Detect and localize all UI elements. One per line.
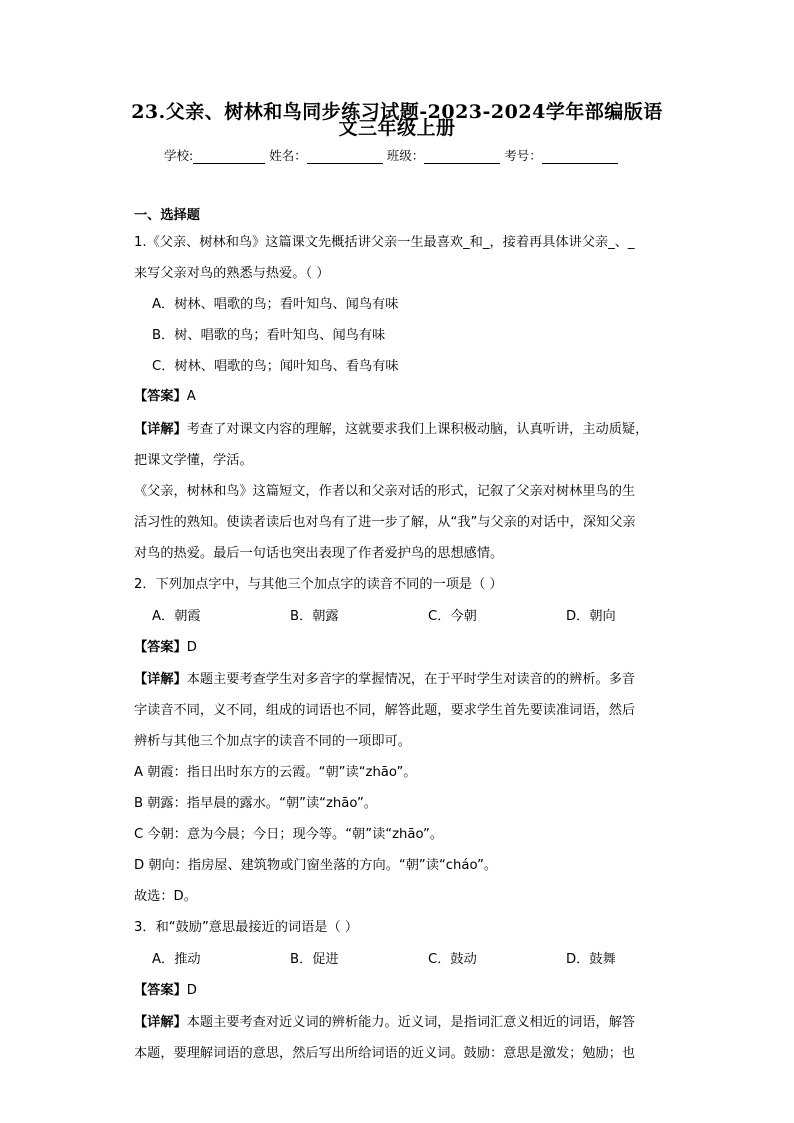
q2-detail-line-1 [134, 671, 635, 689]
detail-text: 本题主要考查对近义词的辨析能力。近义词，是指词汇意义相近的词语，解答 [186, 1015, 636, 1030]
q1-answer [134, 388, 196, 406]
q2-options [152, 608, 704, 626]
q3-option-a: A．推动 [152, 952, 201, 967]
class-blank[interactable] [424, 150, 500, 164]
q3-option-c: C．鼓动 [428, 952, 477, 967]
q2-explanation-d: D 朝向：指房屋、建筑物或门窗坐落的方向。“朝”读“cháo”。 [134, 858, 498, 873]
class-label: 班级： [386, 148, 425, 163]
q1-option-b: B．树、唱歌的鸟；看叶知鸟、闻鸟有味 [152, 328, 386, 343]
q3-option-d: D．鼓舞 [566, 952, 616, 967]
section-heading: 一、选择题 [134, 208, 200, 223]
number-blank[interactable] [542, 150, 618, 164]
answer-label: 【答案】 [134, 389, 187, 404]
answer-value: D [186, 640, 197, 655]
q1-detail-line-4: 活习性的熟知。使读者读后也对鸟有了进一步了解，从“我”与父亲的对话中，深知父亲 [134, 515, 636, 530]
answer-value: D [186, 983, 197, 998]
q2-detail-line-3: 辨析与其他三个加点字的读音不同的一项即可。 [134, 734, 411, 749]
q1-option-a: A．树林、唱歌的鸟；看叶知鸟、闻鸟有味 [152, 297, 399, 312]
q2-option-d: D．朝向 [566, 609, 616, 624]
q3-options [152, 951, 704, 969]
detail-text: 本题主要考查学生对多音字的掌握情况，在于平时学生对读音的的辨析。多音 [186, 672, 636, 687]
name-label: 姓名： [269, 148, 307, 163]
q2-detail-line-2: 字读音不同，义不同，组成的词语也不同，解答此题，要求学生首先要读准词语，然后 [134, 703, 636, 718]
q1-detail-line-1 [134, 421, 648, 439]
q2-option-a: A．朝霞 [152, 609, 201, 624]
q1-stem-line-2: 来写父亲对鸟的熟悉与热爱。（ ） [134, 266, 330, 281]
detail-text: 考查了对课文内容的理解，这就要求我们上课积极动脑，认真听讲，主动质疑， [186, 422, 649, 437]
answer-label: 【答案】 [134, 640, 187, 655]
q1-detail-line-2: 把课文学懂，学活。 [134, 453, 253, 468]
q2-answer [134, 639, 197, 657]
q2-stem: 2．下列加点字中，与其他三个加点字的读音不同的一项是（ ） [134, 577, 503, 592]
student-info-row [164, 146, 618, 164]
school-label: 学校: [164, 148, 194, 163]
number-label: 考号： [504, 148, 542, 163]
title-line-2: 文三年级上册 [338, 117, 456, 139]
q3-stem: 3．和“鼓励”意思最接近的词语是（ ） [134, 920, 359, 935]
q3-detail-line-1 [134, 1014, 635, 1032]
q1-option-c: C．树林、唱歌的鸟；闻叶知鸟、看鸟有味 [152, 359, 399, 374]
q2-option-b: B．朝露 [290, 609, 339, 624]
q1-detail-line-3: 《父亲，树林和鸟》这篇短文，作者以和父亲对话的形式，记叙了父亲对树林里鸟的生 [134, 484, 636, 499]
q2-explanation-b: B 朝露：指早晨的露水。“朝”读“zhāo”。 [134, 796, 377, 811]
q2-explanation-c: C 今朝：意为今晨；今日；现今等。“朝”读“zhāo”。 [134, 827, 444, 842]
q2-choice: 故选：D。 [134, 889, 197, 904]
detail-label: 【详解】 [134, 672, 187, 687]
title-line-1: 23.父亲、树林和鸟同步练习试题-2023-2024学年部编版语 [131, 101, 663, 123]
name-blank[interactable] [307, 150, 383, 164]
q2-option-c: C．今朝 [428, 609, 477, 624]
school-blank[interactable] [193, 150, 265, 164]
q2-explanation-a: A 朝霞：指日出时东方的云霞。“朝”读“zhāo”。 [134, 765, 417, 780]
q1-detail-line-5: 对鸟的热爱。最后一句话也突出表现了作者爱护鸟的思想感情。 [134, 546, 504, 561]
answer-label: 【答案】 [134, 983, 187, 998]
answer-value: A [186, 389, 196, 404]
detail-label: 【详解】 [134, 422, 187, 437]
detail-label: 【详解】 [134, 1015, 187, 1030]
q3-detail-line-2: 本题，要理解词语的意思，然后写出所给词语的近义词。鼓励：意思是激发；勉励；也 [134, 1046, 636, 1061]
q1-stem-line-1: 1.《父亲、树林和鸟》这篇课文先概括讲父亲一生最喜欢_和_，接着再具体讲父亲_、_ [134, 235, 635, 250]
q3-answer [134, 982, 197, 1000]
q3-option-b: B．促进 [290, 952, 339, 967]
